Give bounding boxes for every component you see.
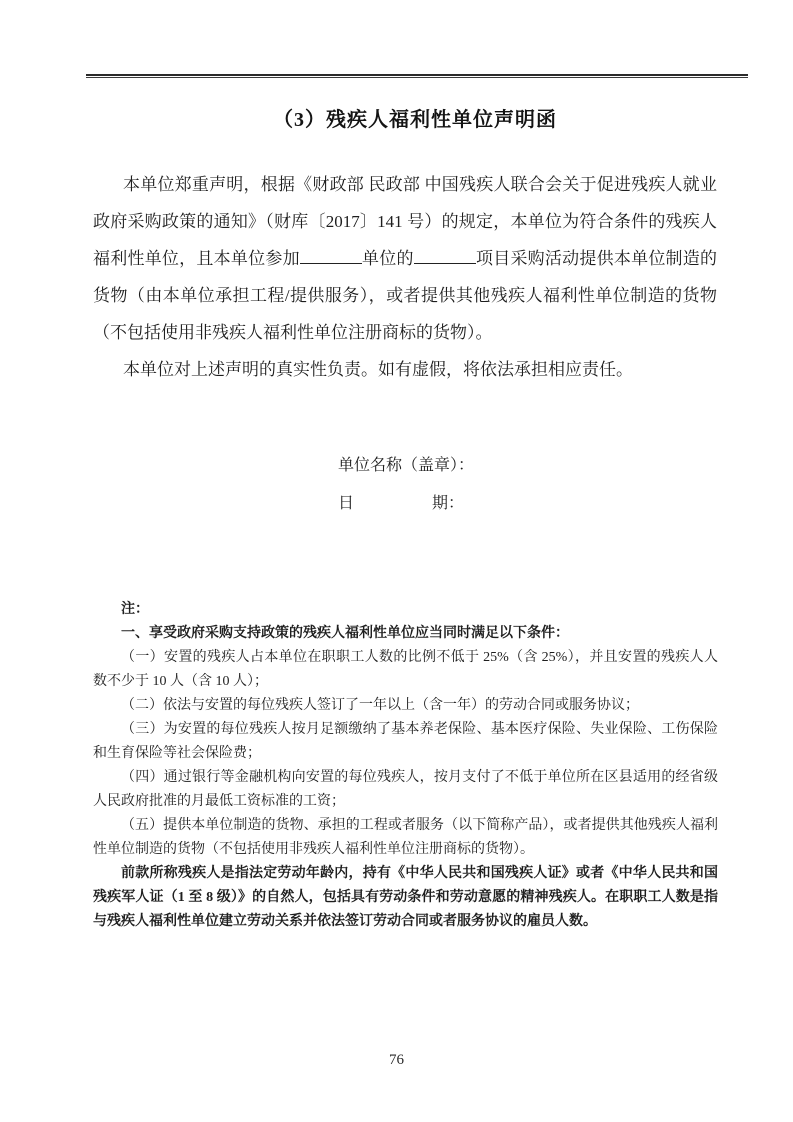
declaration-text-after-blank2: 项目采购活动提供本单位制造的货物（由本单位承担工程/提供服务），或者提供其他残疾人福利性单位制造的货物（不包括使用非残疾人福利性单位注册商标的货物）。 [93,249,718,342]
notes-closing-paragraph: 前款所称残疾人是指法定劳动年龄内，持有《中华人民共和国残疾人证》或者《中华人民共和国残疾军人证（1 至 8 级）》的自然人，包括具有劳动条件和劳动意愿的精神残疾人。在职职工人数是指与残疾人福利性单位建立劳动关系并依法签订劳动合同或者服务协议的雇员人数。 [93,866,718,929]
notes-section [93,598,718,934]
note-condition-3: （三）为安置的每位残疾人按月足额缴纳了基本养老保险、基本医疗保险、失业保险、工伤保险和生育保险等社会保险费； [93,722,718,761]
note-condition-4: （四）通过银行等金融机构向安置的每位残疾人，按月支付了不低于单位所在区县适用的经省级人民政府批准的月最低工资标准的工资； [93,770,718,809]
declaration-paragraph-1 [93,166,717,351]
notes-rule1-heading: 一、享受政府采购支持政策的残疾人福利性单位应当同时满足以下条件： [121,626,569,641]
declaration-text-between-blanks: 单位的 [361,249,414,268]
date-label-right: 期： [432,495,465,512]
note-condition-1: （一）安置的残疾人占本单位在职职工人数的比例不低于 25%（含 25%），并且安置的残疾人人数不少于 10 人（含 10 人）； [93,650,718,689]
page-title: （3）残疾人福利性单位声明函 [273,109,557,131]
declaration-text-before-blank1: 本单位郑重声明，根据《财政部 民政部 中国残疾人联合会关于促进残疾人就业政府采购政策的通知》（财库〔2017〕141 号）的规定，本单位为符合条件的残疾人福利性单位，且本单位参加 [93,175,717,268]
declaration-body [93,166,717,388]
note-condition-5: （五）提供本单位制造的货物、承担的工程或者服务（以下简称产品），或者提供其他残疾人福利性单位制造的货物（不包括使用非残疾人福利性单位注册商标的货物）。 [93,818,718,857]
declaration-paragraph-2: 本单位对上述声明的真实性负责。如有虚假，将依法承担相应责任。 [123,360,633,379]
signature-block [338,447,474,523]
blank-purchaser-name [300,248,362,264]
notes-label: 注： [121,602,149,617]
unit-name-seal-label: 单位名称（盖章）： [338,457,475,474]
page-number: 76 [389,1052,404,1068]
date-label-row [338,485,474,523]
note-condition-2: （二）依法与安置的每位残疾人签订了一年以上（含一年）的劳动合同或服务协议； [121,698,639,713]
date-label-left: 日 [338,495,355,512]
blank-project-name [414,248,476,264]
header-double-rule [86,74,748,78]
